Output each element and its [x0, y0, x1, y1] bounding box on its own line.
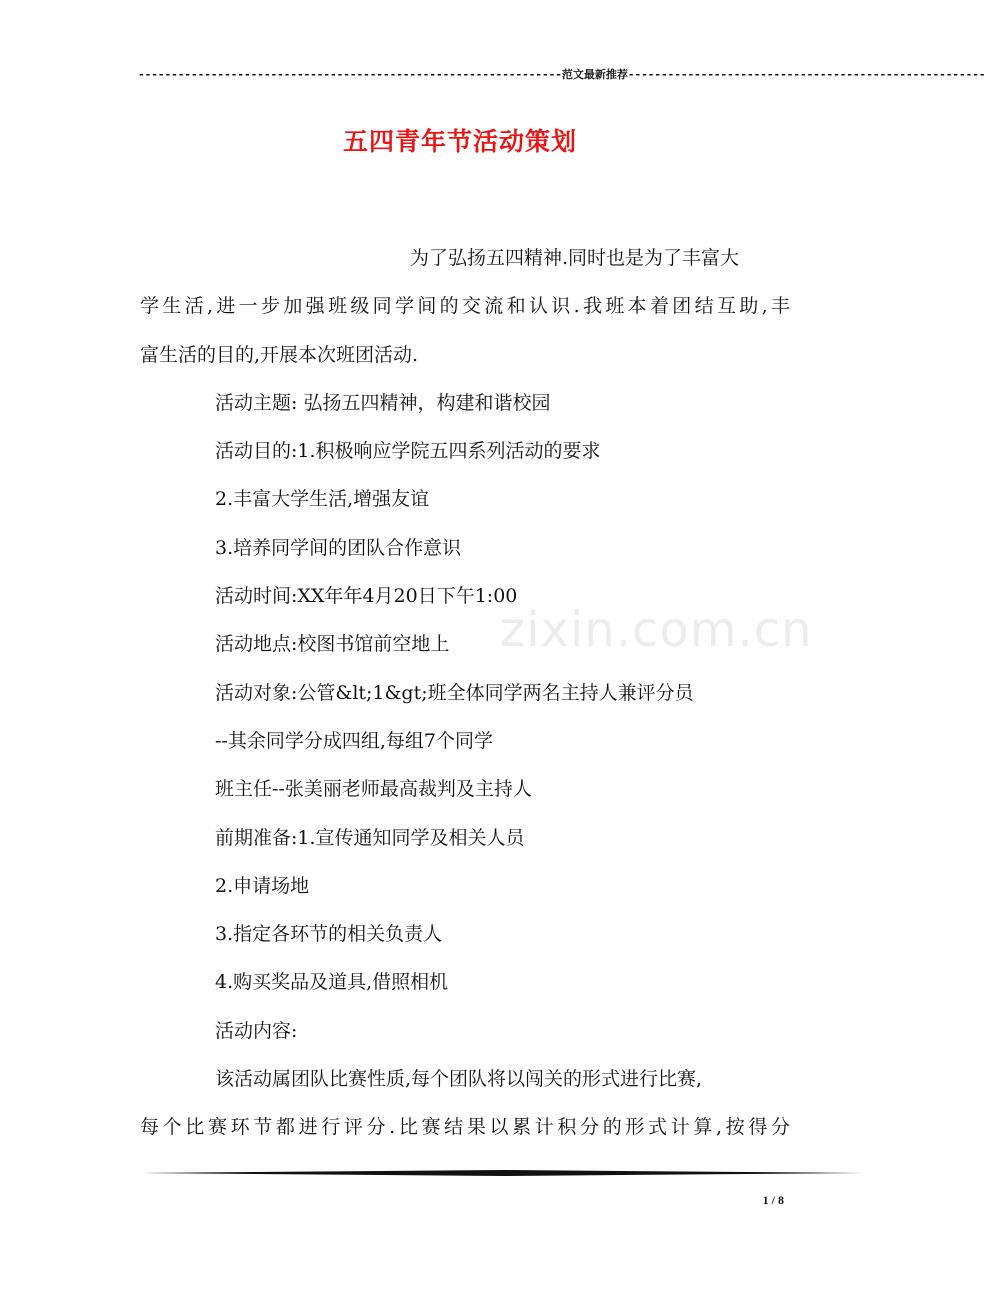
paragraph-line: 活动地点:校图书馆前空地上: [215, 633, 450, 656]
footer-rule: [141, 1170, 863, 1176]
paragraph-line: 3.培养同学间的团队合作意识: [215, 536, 462, 559]
paragraph-line: 4.购买奖品及道具,借照相机: [215, 971, 449, 994]
paragraph-line: --其余同学分成四组,每组7个同学: [215, 729, 493, 752]
paragraph-line: 前期准备:1.宣传通知同学及相关人员: [215, 826, 525, 849]
watermark: zixin.com.cn: [500, 602, 813, 658]
paragraph-line: 2.丰富大学生活,增强友谊: [215, 488, 430, 511]
paragraph-line: 该活动属团队比赛性质,每个团队将以闯关的形式进行比赛,: [215, 1068, 703, 1091]
document-body: [140, 234, 790, 1152]
paragraph-line: 活动对象:公管&lt;1&gt;班全体同学两名主持人兼评分员: [215, 681, 694, 704]
page-number: 1 / 8: [762, 1193, 784, 1207]
paragraph-line: 活动目的:1.积极响应学院五四系列活动的要求: [215, 440, 601, 463]
paragraph-line: 活动内容:: [215, 1019, 298, 1042]
page-header: ----------------------------------------------------------------范文最新推荐------------------------------------------------------: [138, 68, 985, 81]
paragraph-line: 活动时间:XX年年4月20日下午1:00: [215, 585, 518, 608]
document-title: 五四青年节活动策划: [342, 127, 577, 156]
paragraph-line: 班主任--张美丽老师最高裁判及主持人: [215, 778, 532, 801]
paragraph-line: 学生活,进一步加强班级同学间的交流和认识.我班本着团结互助,丰: [140, 295, 790, 318]
paragraph-line: 富生活的目的,开展本次班团活动.: [140, 343, 419, 366]
paragraph-line: 每个比赛环节都进行评分.比赛结果以累计积分的形式计算,按得分: [140, 1116, 790, 1139]
paragraph-line: 2.申请场地: [215, 874, 310, 897]
paragraph-line: 为了弘扬五四精神.同时也是为了丰富大: [410, 247, 740, 269]
paragraph-line: 3.指定各环节的相关负责人: [215, 923, 443, 946]
paragraph-line: 活动主题: 弘扬五四精神，构建和谐校园: [215, 391, 551, 414]
